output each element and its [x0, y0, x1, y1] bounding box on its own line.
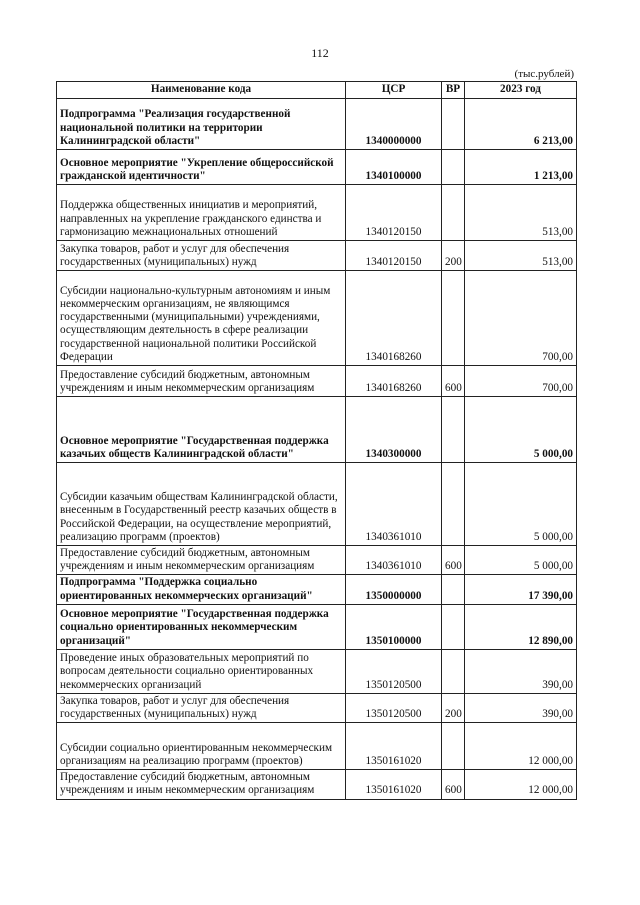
table-row: [57, 575, 577, 604]
row-name: Субсидии социально ориентированным некоммерческим организациям на реализацию программ (проектов): [57, 723, 346, 770]
row-name: Предоставление субсидий бюджетным, автономным учреждениям и иным некоммерческим организациям: [57, 546, 346, 575]
row-sum: 390,00: [465, 693, 577, 722]
table-row: [57, 185, 577, 241]
row-name: Предоставление субсидий бюджетным, автономным учреждениям и иным некоммерческим организациям: [57, 770, 346, 799]
row-vr: [442, 575, 465, 604]
row-vr: [442, 397, 465, 463]
row-name: Основное мероприятие "Государственная поддержка казачьих обществ Калининградской области": [57, 397, 346, 463]
row-vr: [442, 99, 465, 150]
row-sum: 5 000,00: [465, 397, 577, 463]
row-vr: 200: [442, 693, 465, 722]
row-sum: 6 213,00: [465, 99, 577, 150]
table-row: [57, 649, 577, 693]
row-sum: 12 890,00: [465, 604, 577, 649]
row-csr: 1350100000: [346, 604, 442, 649]
table-row: [57, 271, 577, 366]
row-name: Закупка товаров, работ и услуг для обеспечения государственных (муниципальных) нужд: [57, 241, 346, 271]
table-row: [57, 723, 577, 770]
row-sum: 1 213,00: [465, 150, 577, 185]
row-csr: 1340168260: [346, 271, 442, 366]
row-vr: 600: [442, 546, 465, 575]
row-csr: 1340120150: [346, 241, 442, 271]
row-sum: 513,00: [465, 241, 577, 271]
table-row: [57, 770, 577, 799]
row-name: Субсидии казачьим обществам Калининградской области, внесенным в Государственный реестр казачьих обществ в Российской Федерации, на осуществление мероприятий, реализацию программ (проектов): [57, 463, 346, 546]
budget-table: [56, 81, 577, 800]
units-label: (тыс.рублей): [514, 68, 574, 80]
row-vr: [442, 723, 465, 770]
table-row: [57, 546, 577, 575]
row-csr: 1340100000: [346, 150, 442, 185]
row-csr: 1350161020: [346, 723, 442, 770]
table-row: [57, 366, 577, 397]
table-row: [57, 463, 577, 546]
row-csr: 1340300000: [346, 397, 442, 463]
row-vr: [442, 649, 465, 693]
row-vr: 200: [442, 241, 465, 271]
table-body: [57, 99, 577, 800]
row-sum: 12 000,00: [465, 770, 577, 799]
row-csr: 1350000000: [346, 575, 442, 604]
row-csr: 1340361010: [346, 546, 442, 575]
table-row: [57, 241, 577, 271]
row-csr: 1340120150: [346, 185, 442, 241]
row-sum: 17 390,00: [465, 575, 577, 604]
table-row: [57, 397, 577, 463]
row-name: Проведение иных образовательных мероприятий по вопросам деятельности социально ориентированных некоммерческих организаций: [57, 649, 346, 693]
table-row: [57, 150, 577, 185]
row-vr: 600: [442, 366, 465, 397]
page-number: 112: [311, 46, 329, 60]
row-csr: 1340000000: [346, 99, 442, 150]
row-csr: 1350161020: [346, 770, 442, 799]
row-name: Подпрограмма "Реализация государственной национальной политики на территории Калининградской области": [57, 99, 346, 150]
table-row: [57, 693, 577, 722]
row-name: Основное мероприятие "Государственная поддержка социально ориентированных некоммерческим организаций": [57, 604, 346, 649]
row-vr: [442, 271, 465, 366]
header-vr: ВР: [442, 82, 465, 99]
row-name: Субсидии национально-культурным автономиям и иным некоммерческим организациям, не являющимся государственными (муниципальными) учреждениями, осуществляющим деятельность в сфере реализации государственной национальной политики Российской Федерации: [57, 271, 346, 366]
header-year: 2023 год: [465, 82, 577, 99]
row-vr: 600: [442, 770, 465, 799]
row-csr: 1340168260: [346, 366, 442, 397]
row-csr: 1350120500: [346, 693, 442, 722]
row-vr: [442, 150, 465, 185]
header-name: Наименование кода: [57, 82, 346, 99]
row-sum: 700,00: [465, 366, 577, 397]
row-sum: 513,00: [465, 185, 577, 241]
table-row: [57, 99, 577, 150]
row-name: Основное мероприятие "Укрепление общероссийской гражданской идентичности": [57, 150, 346, 185]
table-row: [57, 604, 577, 649]
row-vr: [442, 185, 465, 241]
row-name: Закупка товаров, работ и услуг для обеспечения государственных (муниципальных) нужд: [57, 693, 346, 722]
row-sum: 5 000,00: [465, 546, 577, 575]
row-sum: 700,00: [465, 271, 577, 366]
row-vr: [442, 463, 465, 546]
row-csr: 1350120500: [346, 649, 442, 693]
row-sum: 5 000,00: [465, 463, 577, 546]
table-header-row: [57, 82, 577, 99]
row-sum: 12 000,00: [465, 723, 577, 770]
row-sum: 390,00: [465, 649, 577, 693]
row-name: Поддержка общественных инициатив и мероприятий, направленных на укрепление гражданского единства и гармонизацию межнациональных отношений: [57, 185, 346, 241]
row-csr: 1340361010: [346, 463, 442, 546]
header-csr: ЦСР: [346, 82, 442, 99]
row-vr: [442, 604, 465, 649]
row-name: Подпрограмма "Поддержка социально ориентированных некоммерческих организаций": [57, 575, 346, 604]
row-name: Предоставление субсидий бюджетным, автономным учреждениям и иным некоммерческим организациям: [57, 366, 346, 397]
